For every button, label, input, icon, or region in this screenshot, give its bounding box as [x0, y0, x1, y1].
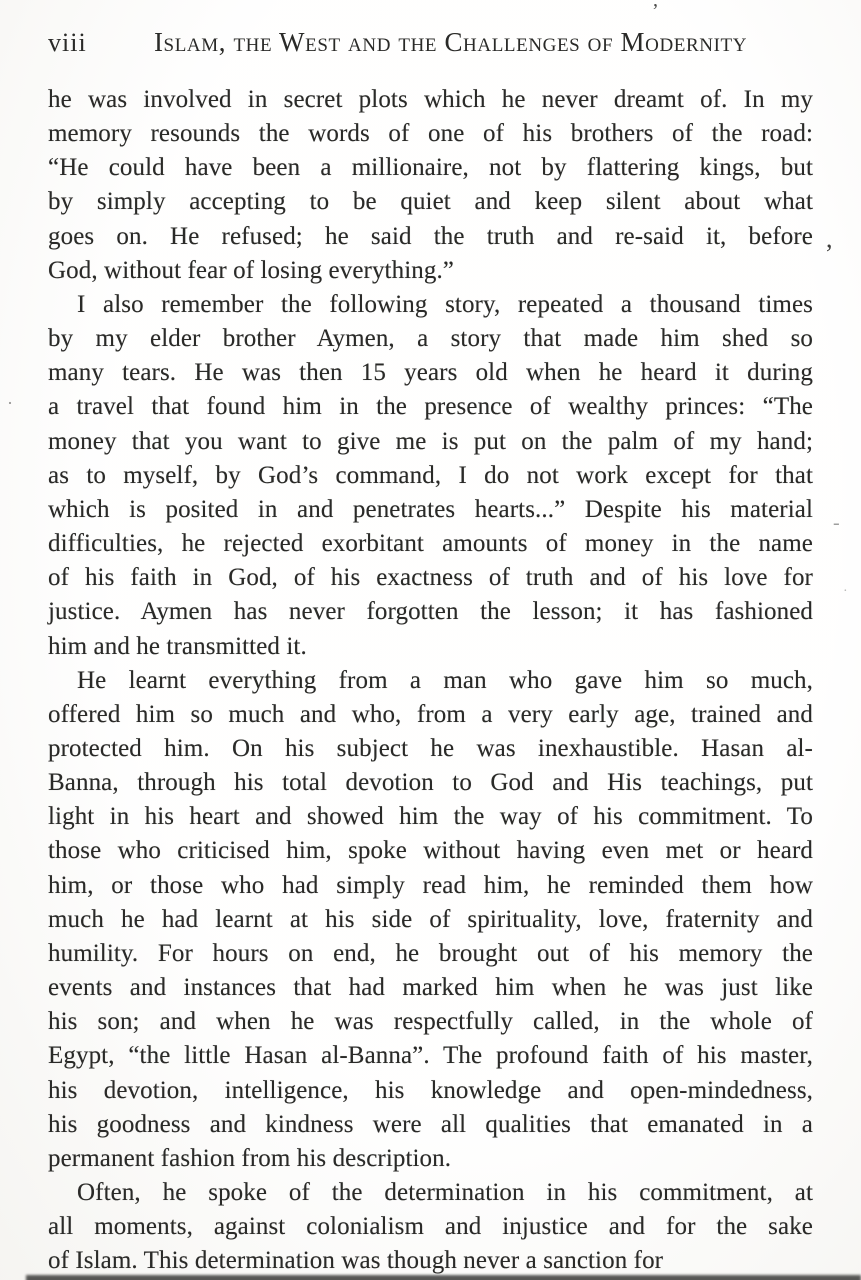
- text-line: his son; and when he was respectfully called, in the whole of: [48, 1008, 813, 1036]
- text-line: those who criticised him, spoke without having even met or heard: [48, 837, 813, 865]
- text-line: him and he transmitted it.: [48, 632, 307, 660]
- page-number: viii: [48, 28, 87, 57]
- text-line: Often, he spoke of the determination in his commitment, at: [77, 1179, 813, 1206]
- text-line: much he had learnt at his side of spirituality, love, fraternity and: [48, 905, 813, 933]
- scan-speck-artifact: -: [833, 512, 840, 534]
- scan-speck-artifact: ·: [843, 584, 848, 599]
- scan-speck-artifact: ,: [826, 224, 833, 253]
- scan-edge-artifact: [26, 1275, 861, 1280]
- text-line: by my elder brother Aymen, a story that made him shed so: [48, 325, 813, 353]
- text-line: him, or those who had simply read him, he reminded them how: [48, 871, 813, 899]
- text-line: he was involved in secret plots which he never dreamt of. In my: [48, 86, 813, 113]
- text-line: all moments, against colonialism and injustice and for the sake: [48, 1213, 813, 1241]
- text-line: offered him so much and who, from a very early age, trained and: [48, 700, 813, 728]
- text-line: Egypt, “the little Hasan al-Banna”. The profound faith of his master,: [48, 1042, 813, 1070]
- text-line: his goodness and kindness were all qualities that emanated in a: [48, 1110, 813, 1138]
- text-line: of Islam. This determination was though never a sanction for: [48, 1247, 664, 1275]
- text-line: permanent fashion from his description.: [48, 1144, 452, 1172]
- text-line: events and instances that had marked him when he was just like: [48, 974, 813, 1002]
- text-line: of his faith in God, of his exactness of truth and of his love for: [48, 564, 813, 592]
- body-text: [48, 83, 813, 1278]
- text-line: by simply accepting to be quiet and keep silent about what: [48, 188, 813, 216]
- text-line: justice. Aymen has never forgotten the lesson; it has fashioned: [48, 598, 813, 626]
- text-line: He learnt everything from a man who gave him so much,: [77, 666, 813, 694]
- text-line: money that you want to give me is put on the palm of my hand;: [48, 427, 813, 455]
- running-title: Islam, the West and the Challenges of Modernity: [153, 27, 748, 57]
- text-line: goes on. He refused; he said the truth and re-said it, before: [48, 222, 813, 250]
- text-line: God, without fear of losing everything.”: [48, 256, 454, 284]
- text-line: which is posited in and penetrates hearts...” Despite his material: [48, 495, 813, 523]
- text-line: I also remember the following story, repeated a thousand times: [77, 290, 813, 318]
- text-line: difficulties, he rejected exorbitant amounts of money in the name: [48, 530, 813, 558]
- page-header: [0, 27, 861, 59]
- scan-speck-artifact: ·: [7, 393, 13, 413]
- text-line: protected him. On his subject he was inexhaustible. Hasan al-: [48, 734, 813, 762]
- text-line: Banna, through his total devotion to God and His teachings, put: [48, 769, 813, 797]
- text-line: light in his heart and showed him the way of his commitment. To: [48, 803, 813, 831]
- text-line: many tears. He was then 15 years old when he heard it during: [48, 359, 813, 387]
- text-line: humility. For hours on end, he brought out of his memory the: [48, 939, 813, 967]
- text-line: memory resounds the words of one of his brothers of the road:: [48, 120, 813, 148]
- scan-speck-artifact: ’: [652, 0, 659, 22]
- text-line: a travel that found him in the presence of wealthy princes: “The: [48, 393, 813, 421]
- text-line: “He could have been a millionaire, not by flattering kings, but: [48, 154, 813, 182]
- text-line: his devotion, intelligence, his knowledge and open-mindedness,: [48, 1076, 813, 1104]
- text-line: as to myself, by God’s command, I do not work except for that: [48, 461, 813, 489]
